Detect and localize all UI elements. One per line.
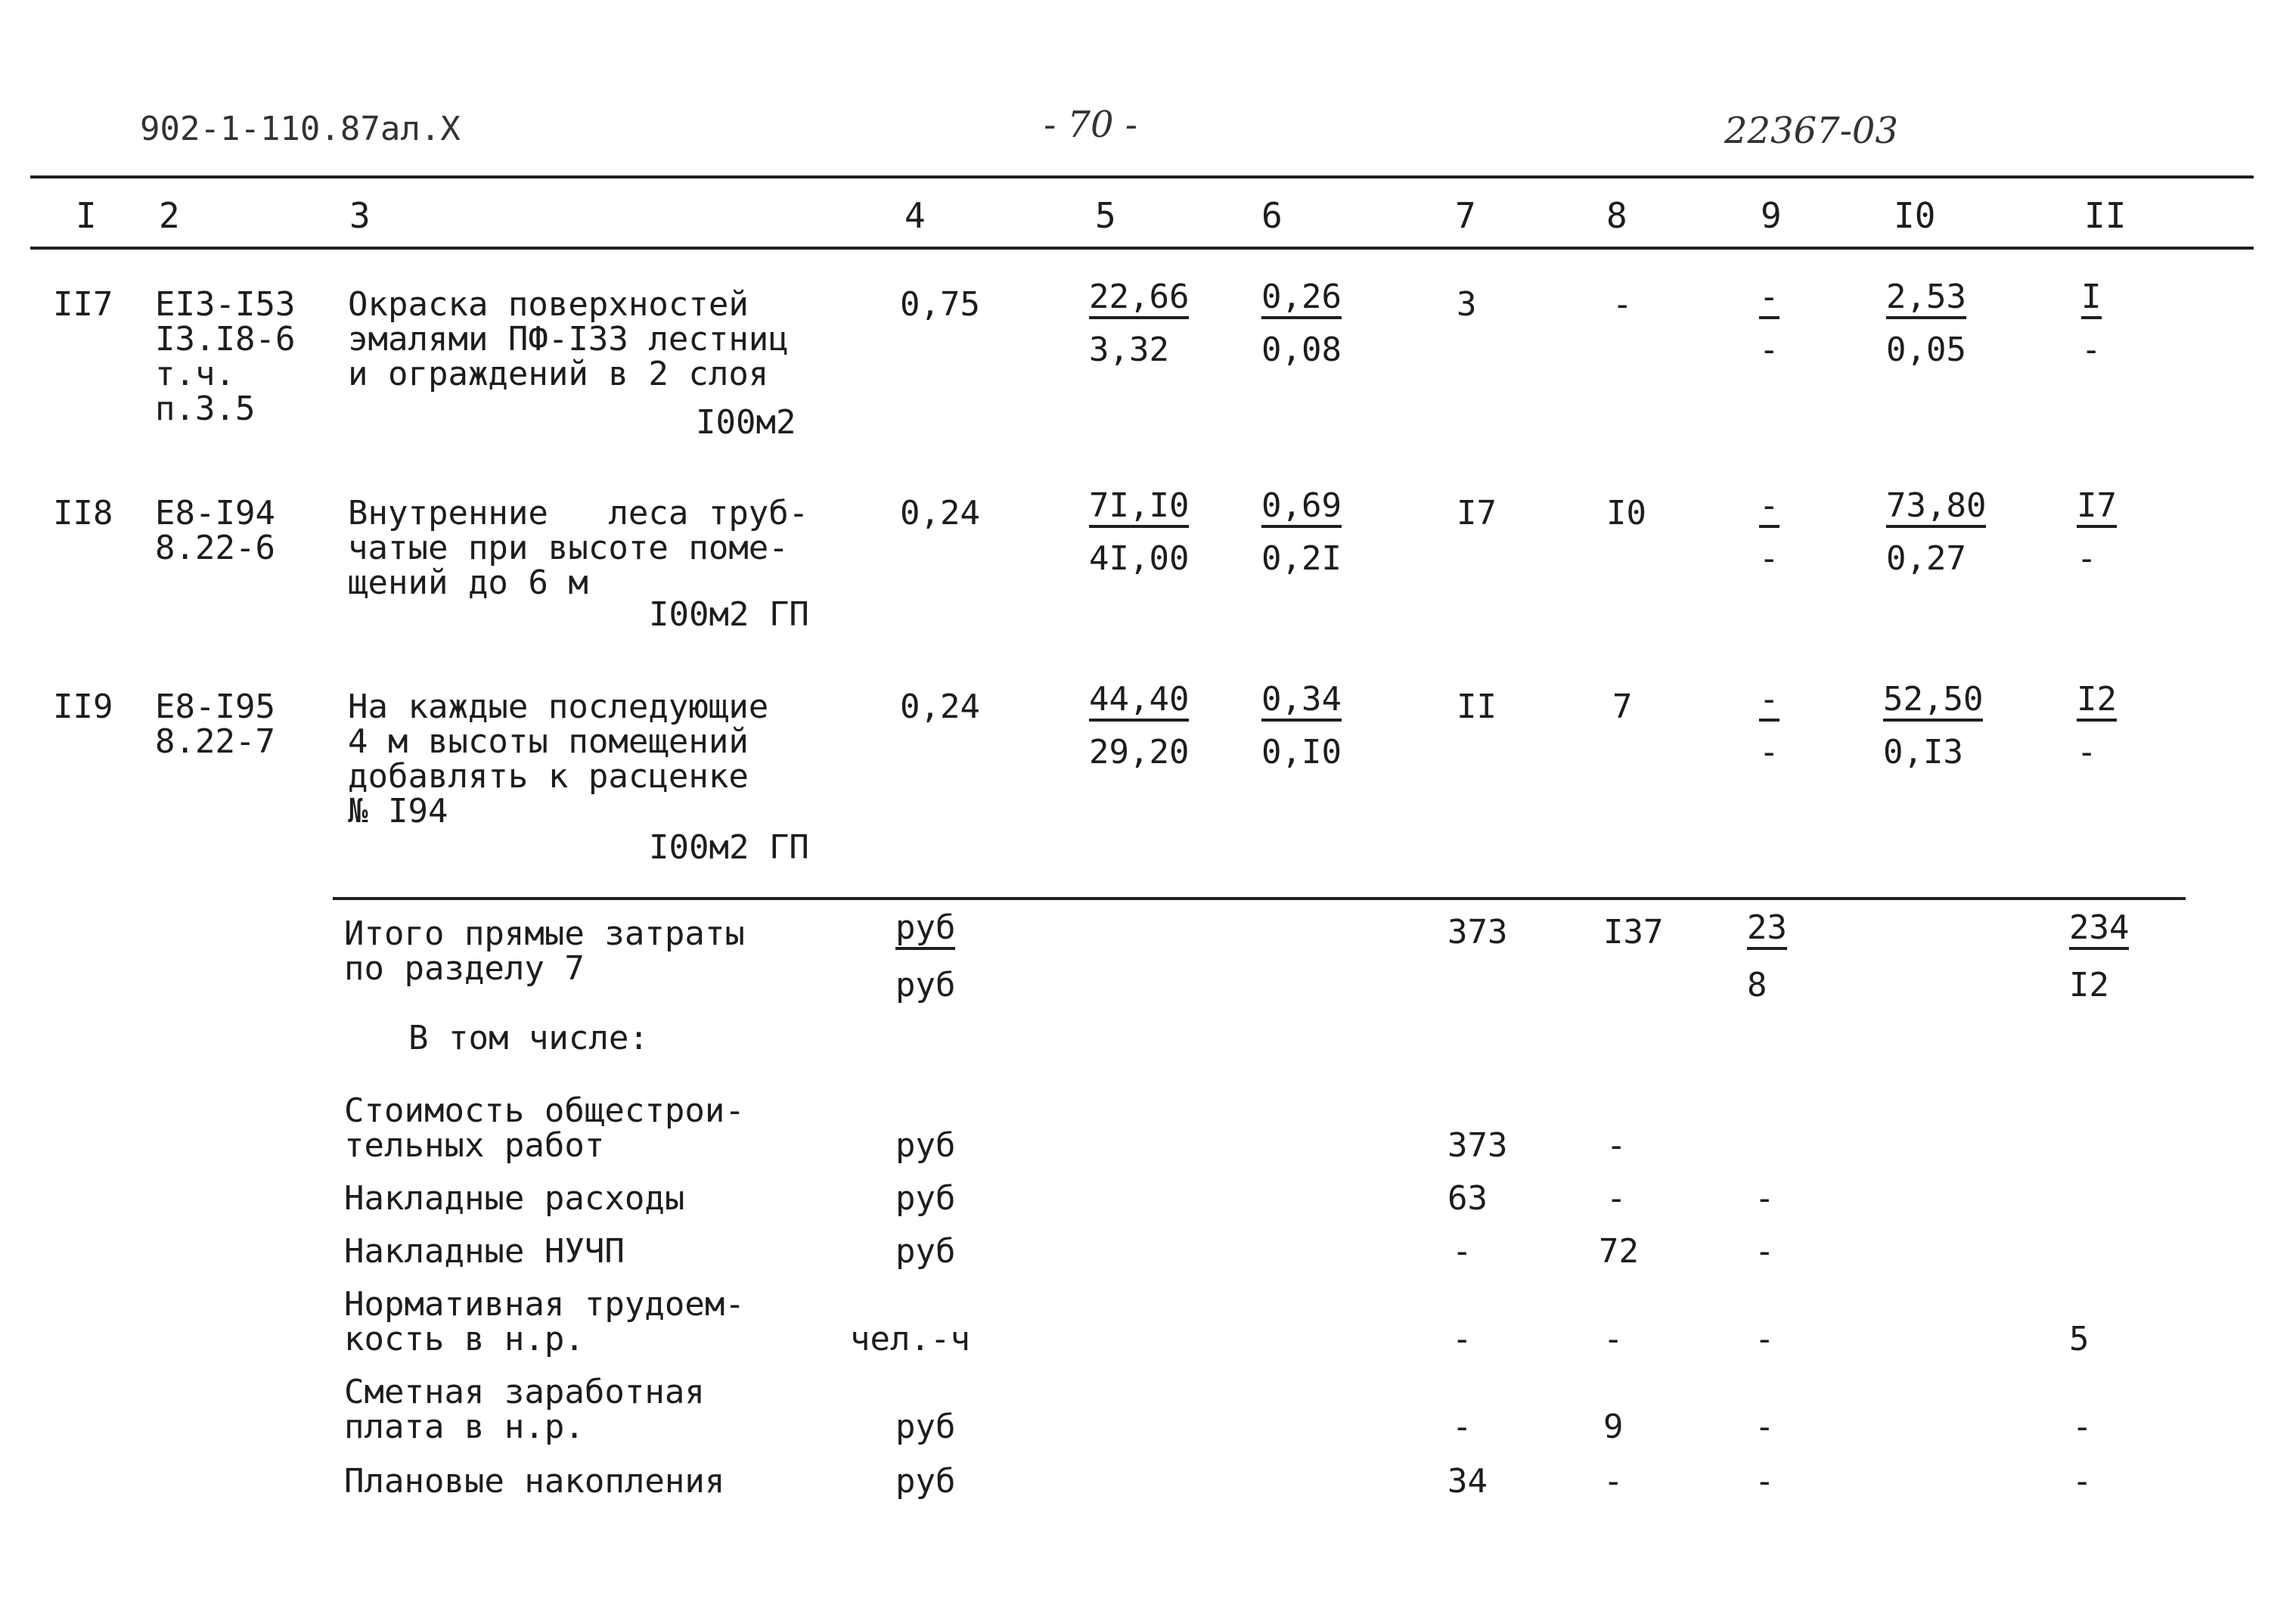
summary-col7: 373: [1447, 1126, 1508, 1165]
summary-unit: чел.-ч: [850, 1320, 970, 1358]
column-number: 2: [159, 195, 180, 236]
summary-col8: -: [1603, 1320, 1624, 1358]
summary-col8: -: [1606, 1126, 1627, 1165]
col6-bottom: 0,I0: [1261, 733, 1342, 771]
column-number: 8: [1606, 195, 1627, 236]
col7: I7: [1457, 494, 1497, 532]
sheet-code: 22367-03: [1724, 110, 1898, 152]
summary-col8: -: [1603, 1462, 1624, 1501]
summary-col11: -: [2072, 1408, 2093, 1446]
summary-col7: -: [1452, 1408, 1472, 1446]
col11-top: I: [2081, 280, 2102, 319]
rate-code: E8-I95 8.22-7: [155, 688, 275, 761]
col10-bottom: 0,I3: [1883, 733, 1963, 771]
summary-col9: -: [1755, 1462, 1775, 1501]
summary-label: Стоимость общестрои- тельных работ: [344, 1091, 745, 1165]
col5-top: 44,40: [1089, 682, 1189, 722]
work-description: Внутренние леса труб- чатые при высоте поме- щений до 6 м: [348, 494, 809, 602]
section-total-rule: [333, 897, 2186, 900]
col10-top: 52,50: [1883, 682, 1983, 722]
col10-bottom: 0,05: [1886, 331, 1966, 369]
summary-col8: 72: [1599, 1232, 1639, 1271]
total-label: Итого прямые затраты по разделу 7: [344, 914, 745, 988]
col8: -: [1612, 285, 1633, 324]
summary-col7: 63: [1447, 1179, 1488, 1218]
col7: II: [1457, 688, 1497, 726]
column-number: 5: [1095, 195, 1116, 236]
col11-bottom: -: [2077, 733, 2097, 771]
column-number: II: [2084, 195, 2127, 236]
total-col9-bottom: 8: [1747, 966, 1767, 1004]
summary-unit: руб: [895, 1179, 956, 1218]
summary-label: Плановые накопления: [344, 1462, 725, 1501]
row-number: II9: [53, 688, 113, 726]
col11-bottom: -: [2081, 331, 2102, 369]
column-number: I0: [1894, 195, 1936, 236]
quantity: 0,24: [900, 494, 980, 532]
summary-unit: руб: [895, 1126, 956, 1165]
column-number: 4: [904, 195, 926, 236]
col5-bottom: 29,20: [1089, 733, 1190, 771]
col6-bottom: 0,2I: [1261, 539, 1342, 578]
col5-bottom: 4I,00: [1089, 539, 1190, 578]
col9-bottom: -: [1759, 733, 1779, 771]
col6-top: 0,69: [1261, 489, 1342, 528]
measure-unit: I00м2 ГП: [649, 828, 809, 867]
page-number: - 70 -: [1044, 104, 1138, 146]
total-col11-top: 234: [2069, 911, 2129, 950]
col11-bottom: -: [2077, 539, 2097, 578]
total-col9-top: 23: [1747, 911, 1787, 950]
col9-top: -: [1759, 280, 1779, 319]
col8: 7: [1612, 688, 1633, 726]
header-bottom-rule: [30, 247, 2254, 250]
work-description: На каждые последующие 4 м высоты помещений добавлять к расценке № I94: [348, 688, 769, 830]
summary-col11: -: [2072, 1462, 2093, 1501]
quantity: 0,24: [900, 688, 980, 726]
row-number: II8: [53, 494, 113, 532]
row-number: II7: [53, 285, 113, 324]
column-number: 3: [349, 195, 371, 236]
summary-unit: руб: [895, 1462, 956, 1501]
col11-top: I7: [2077, 489, 2117, 528]
total-col7: 373: [1447, 913, 1508, 951]
rate-code: E8-I94 8.22-6: [155, 494, 275, 567]
col6-bottom: 0,08: [1261, 331, 1342, 369]
summary-col7: -: [1452, 1320, 1472, 1358]
col7: 3: [1457, 285, 1477, 324]
column-number: 6: [1261, 195, 1283, 236]
table-top-rule: [30, 175, 2254, 178]
measure-unit: I00м2: [696, 403, 796, 442]
rate-code: EI3-I53 I3.I8-6 т.ч. п.3.5: [155, 285, 296, 428]
col10-top: 73,80: [1886, 489, 1986, 528]
summary-col11: 5: [2069, 1320, 2090, 1358]
measure-unit: I00м2 ГП: [649, 595, 809, 634]
col6-top: 0,26: [1261, 280, 1342, 319]
summary-col7: -: [1452, 1232, 1472, 1271]
total-col8: I37: [1603, 913, 1664, 951]
col9-bottom: -: [1759, 331, 1779, 369]
summary-label: Накладные расходы: [344, 1179, 685, 1218]
col10-bottom: 0,27: [1886, 539, 1966, 578]
total-col11-bottom: I2: [2069, 966, 2109, 1004]
col6-top: 0,34: [1261, 682, 1342, 722]
summary-col9: -: [1755, 1408, 1775, 1446]
col10-top: 2,53: [1886, 280, 1966, 319]
summary-col8: 9: [1603, 1408, 1624, 1446]
summary-col9: -: [1755, 1320, 1775, 1358]
summary-label: Сметная заработная плата в н.р.: [344, 1373, 705, 1446]
document-code: 902-1-110.87ал.Х: [140, 110, 461, 148]
summary-label: Нормативная трудоем- кость в н.р.: [344, 1285, 745, 1358]
work-description: Окраска поверхностей эмалями ПФ-I33 лестниц и ограждений в 2 слоя: [348, 285, 789, 393]
column-number: 7: [1455, 195, 1476, 236]
col9-top: -: [1759, 489, 1779, 528]
col11-top: I2: [2077, 682, 2117, 722]
quantity: 0,75: [900, 285, 980, 324]
col5-top: 7I,I0: [1089, 489, 1189, 528]
total-unit-top: руб: [895, 911, 955, 950]
summary-unit: руб: [895, 1408, 956, 1446]
summary-col9: -: [1755, 1232, 1775, 1271]
including-label: В том числе:: [408, 1019, 649, 1057]
col5-top: 22,66: [1089, 280, 1189, 319]
summary-col9: -: [1755, 1179, 1775, 1218]
col9-bottom: -: [1759, 539, 1779, 578]
col9-top: -: [1759, 682, 1779, 722]
summary-col8: -: [1606, 1179, 1627, 1218]
summary-label: Накладные НУЧП: [344, 1232, 625, 1271]
column-number: I: [76, 195, 97, 236]
total-unit-bottom: руб: [895, 966, 956, 1004]
col5-bottom: 3,32: [1089, 331, 1169, 369]
summary-col7: 34: [1447, 1462, 1488, 1501]
summary-unit: руб: [895, 1232, 956, 1271]
col8: I0: [1606, 494, 1646, 532]
column-number: 9: [1761, 195, 1782, 236]
